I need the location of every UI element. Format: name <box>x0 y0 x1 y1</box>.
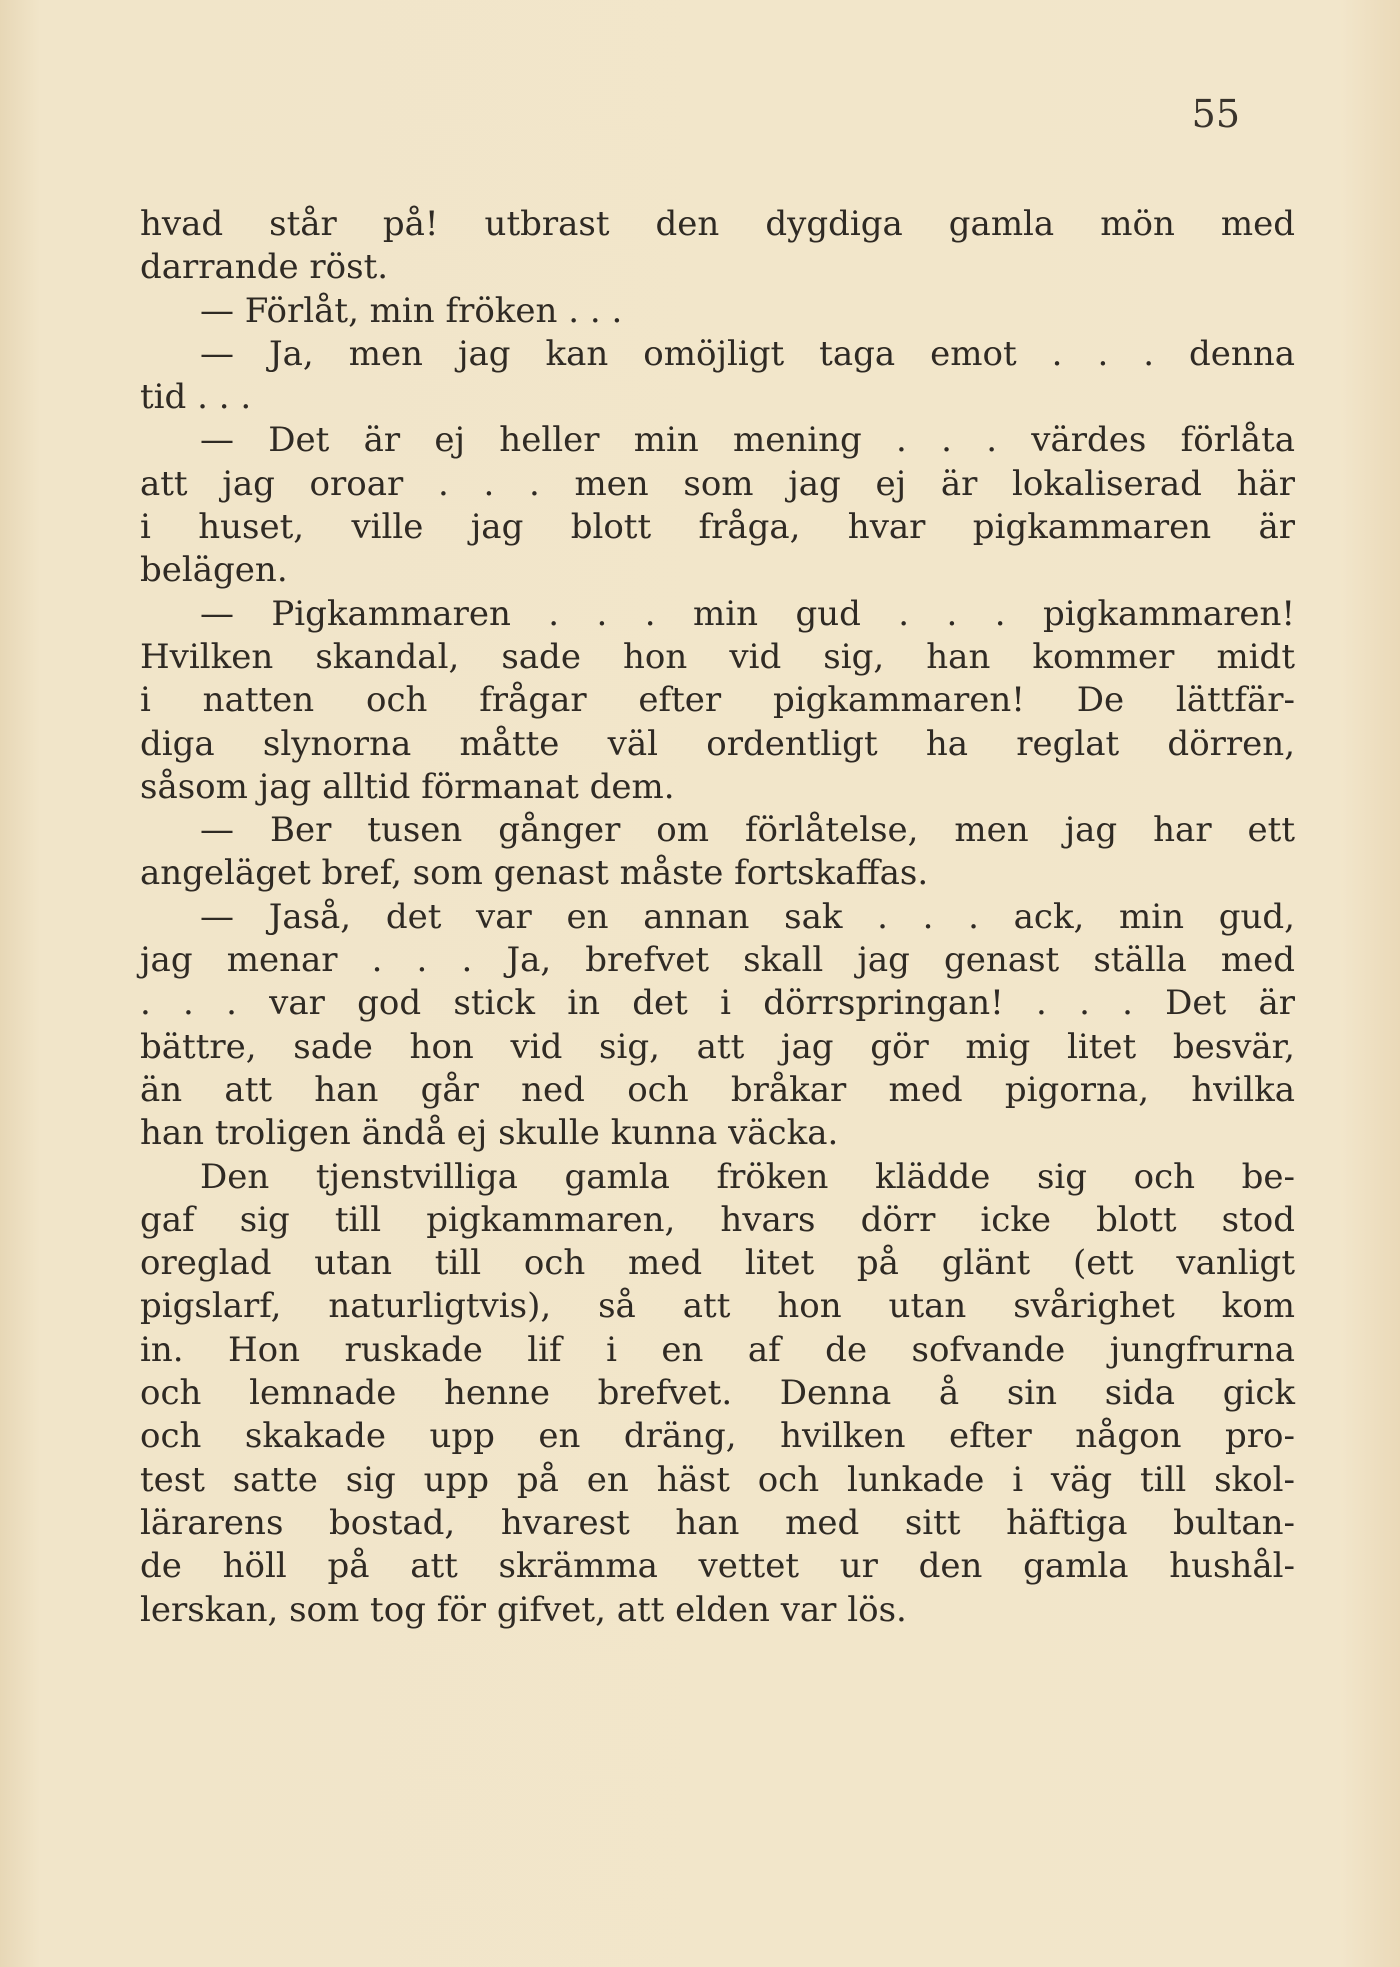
text-line: diga slynorna måtte väl ordentligt ha reglat dörren, <box>140 723 1295 764</box>
text-line: han troligen ändå ej skulle kunna väcka. <box>140 1113 839 1154</box>
text-line: — Pigkammaren . . . min gud . . . pigkammaren! <box>200 593 1295 634</box>
text-line: test satte sig upp på en häst och lunkade i väg till skol- <box>140 1459 1295 1500</box>
text-line: lerskan, som tog för gifvet, att elden var lös. <box>140 1589 907 1630</box>
text-line: gaf sig till pigkammaren, hvars dörr icke blott stod <box>140 1199 1295 1240</box>
text-line: tid . . . <box>140 377 252 418</box>
text-line: bättre, sade hon vid sig, att jag gör mig litet besvär, <box>140 1026 1295 1067</box>
text-line: de höll på att skrämma vettet ur den gamla hushål- <box>140 1546 1295 1587</box>
text-line: och skakade upp en dräng, hvilken efter någon pro- <box>140 1416 1295 1457</box>
text-line: pigslarf, naturligtvis), så att hon utan svårighet kom <box>140 1286 1295 1327</box>
text-line: belägen. <box>140 550 288 591</box>
text-line: i huset, ville jag blott fråga, hvar pigkammaren är <box>140 507 1295 548</box>
text-line: än att han går ned och bråkar med pigorna, hvilka <box>140 1069 1295 1110</box>
text-line: angeläget bref, som genast måste fortskaffas. <box>140 853 929 894</box>
text-line: Hvilken skandal, sade hon vid sig, han kommer midt <box>140 636 1295 677</box>
text-line: darrande röst. <box>140 247 389 288</box>
text-line: lärarens bostad, hvarest han med sitt häftiga bultan- <box>140 1502 1295 1543</box>
page-number: 55 <box>1191 92 1240 136</box>
text-line: — Förlåt, min fröken . . . <box>200 290 623 331</box>
text-line: i natten och frågar efter pigkammaren! De lättfär- <box>140 680 1295 721</box>
text-line: . . . var god stick in det i dörrspringan! . . . Det är <box>140 983 1295 1024</box>
body-text <box>140 203 1295 1632</box>
text-line: jag menar . . . Ja, brefvet skall jag genast ställa med <box>140 940 1295 981</box>
text-line: — Jaså, det var en annan sak . . . ack, min gud, <box>200 896 1295 937</box>
text-line: Den tjenstvilliga gamla fröken klädde sig och be- <box>200 1156 1295 1197</box>
text-line: såsom jag alltid förmanat dem. <box>140 766 675 807</box>
text-line: och lemnade henne brefvet. Denna å sin sida gick <box>140 1373 1295 1414</box>
text-line: oreglad utan till och med litet på glänt (ett vanligt <box>140 1243 1295 1284</box>
text-line: — Ber tusen gånger om förlåtelse, men jag har ett <box>200 810 1295 851</box>
text-line: hvad står på! utbrast den dygdiga gamla mön med <box>140 204 1295 244</box>
text-line: — Ja, men jag kan omöjligt taga emot . . . denna <box>200 333 1295 374</box>
text-line: — Det är ej heller min mening . . . värdes förlåta <box>200 420 1295 461</box>
text-line: in. Hon ruskade lif i en af de sofvande jungfrurna <box>140 1329 1295 1370</box>
text-line: att jag oroar . . . men som jag ej är lokaliserad här <box>140 463 1295 504</box>
